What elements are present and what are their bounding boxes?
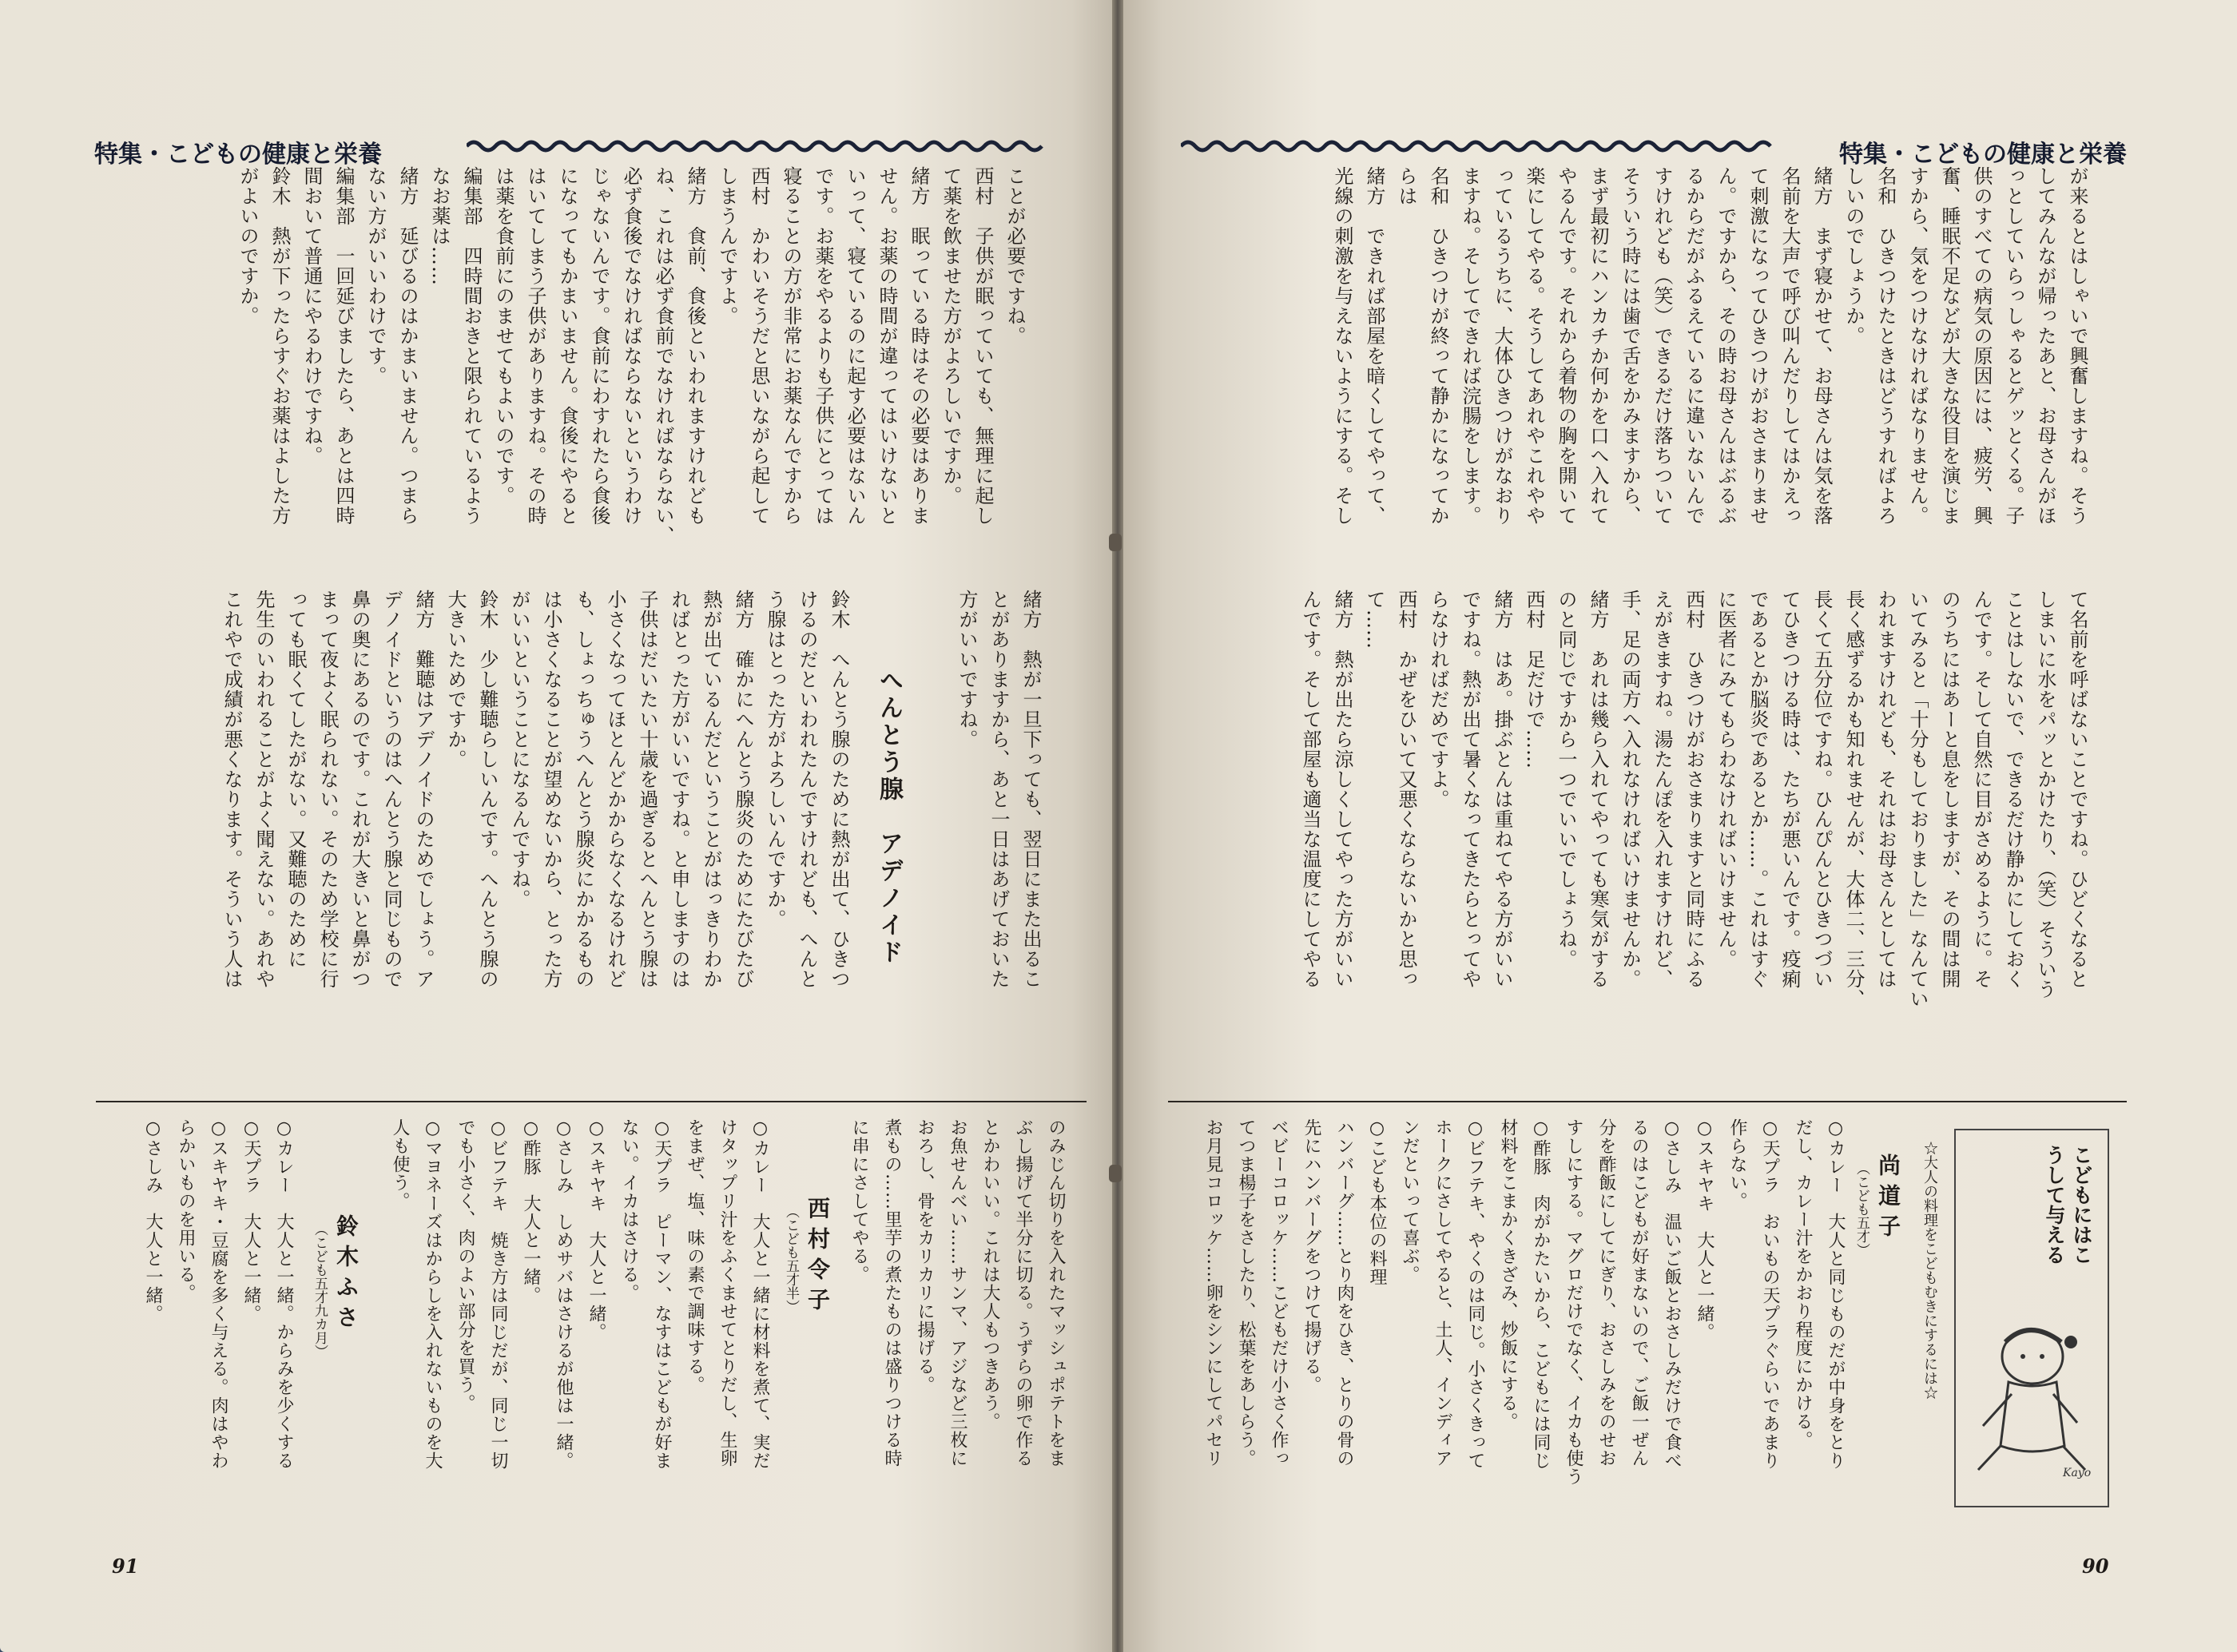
- dialogue-middle-right: て名前を呼ばないことですね。ひどくなると しまいに水をパッとかけたり、（笑）そういう ことはしないで、できるだけ静かにしておく んです。そして自然に目がさめるように。そ のうちにはあーと息をしますが、その間は開 いてみると「十分もしておりました」なんてい われますけれども、それはお母さんとしては 長く感ずるかも知れませんが、大体二、三分、 長くて五分位ですね。ひんぴんとひきつづい てひきつける時は、たちが悪いんです。疫痢 であるとか脳炎であるとか……。これはすぐ に医者にみてもらわなければいけません。 西村 ひきつけがおさまりますと同時にふる えがきますね。湯たんぽを入れますけれど、 手、足の両方へ入れなければいけませんか。 緒方 あれは幾ら入れてやっても寒気がする のと同じですから一つでいいでしょうね。 西村 足だけで…… 緒方 はあ。掛ぶとんは重ねてやる方がいい ですね。熱が出て暑くなってきたらとってや らなければだめですよ。 西村 かぜをひいて又悪くならないかと思っ て…… 緒方 熱が出たら涼しくしてやった方がいい んです。そして部屋も適当な温度にしてやる: [1299, 590, 2088, 1009]
- recipe-sidebar-subtitle: ☆大人の料理をこどもむきにするには☆: [1921, 1141, 1938, 1400]
- doll-illustration: [1959, 1310, 2103, 1494]
- recipes-nishimura: ○カレー 大人と一緒に材料を煮て、実だ けタップリ汁をふくませてとりだし、生卵 をまぜ、塩、味の素で調味する。 ○天プラ ピーマン、なすはこどもが好ま ない。イカはさける。 ○スキヤキ 大人と一緒。 ○さしみ しめサバはさけるが他は一緒。 ○酢豚 大人と一緒。 ○ビフテキ 焼き方は同じだが、同じ一切 でも小さく、肉のよい部分を買う。 ○マヨネーズはからしを入れないものを大 人も使う。: [390, 1118, 770, 1470]
- header-wave-rule: [1181, 134, 1772, 158]
- book-gutter: [1112, 0, 1123, 1652]
- recipes-suzuki: ○カレー 大人と一緒。からみを少くする ○天プラ 大人と一緒。 ○スキヤキ・豆腐を多く与える。肉はやわ らかいものを用いる。 ○さしみ 大人と一緒。: [143, 1118, 294, 1470]
- recipe-author-nishimura: [781, 1197, 833, 1318]
- section-divider-right: [1168, 1101, 2127, 1102]
- author-name: 西村令子: [805, 1197, 831, 1318]
- section-divider-left: [96, 1101, 1087, 1102]
- recipe-author-suzuki: [310, 1214, 362, 1358]
- author-child-age: （こども五才半）: [783, 1205, 799, 1313]
- author-child-age: （こども五才九カ月）: [312, 1222, 328, 1358]
- binding-staple: [1109, 1165, 1122, 1182]
- recipes-sho-continued: のみじん切りを入れたマッシュポテトをま ぶし揚げて半分に切る。うずらの卵で作る とかわいい。これは大人もつきあう。 お魚せんべい……サンマ、アジなど三枚に おろし、骨をカリカリに揚げる。 煮もの……里芋の煮たものは盛りつける時 に串にさしてやる。: [849, 1118, 1066, 1467]
- page-number-left: 91: [112, 1555, 139, 1578]
- recipe-sidebar-title: こどもにはこ うして与える: [2043, 1145, 2093, 1265]
- running-header-left: 特集・こどもの健康と栄養: [94, 141, 382, 169]
- dialogue-upper-right: が来るとはしゃいで興奮しますね。そう してみんなが帰ったあと、お母さんがほ っとしていらっしゃるとゲッとくる。子 供のすべての病気の原因には、疲労、興 奮、睡眠不足などが大きな役目を演じま すから、気をつけなければなりません。 名和 ひきつけたときはどうすればよろ しいのでしょうか。 緒方 まず寝かせて、お母さんは気を落 名前を大声で呼び叫んだりしてはかえっ て刺激になってひきつけがおさまりませ ん。ですから、その時お母さんはぶるぶ るからだがふるえているに違いないんで すけれども（笑）できるだけ落ちついて そういう時には歯で舌をかみますから、 まず最初にハンカチか何かを口へ入れて やるんです。それから着物の胸を開いて 楽にしてやる。そうしてあれやこれやや っているうちに、大体ひきつけがなおり ますね。そしてできれば浣腸をします。 名和 ひきつけが終って静かになってか らは 緒方 できれば部屋を暗くしてやって、 光線の刺激を与えないようにする。そし: [1331, 166, 2088, 526]
- svg-text:Kayo: Kayo: [2063, 1467, 2092, 1479]
- recipe-author-sho: [1852, 1154, 1904, 1257]
- running-header-right: 特集・こどもの健康と栄養: [1839, 141, 2127, 169]
- dialogue-middle-left-intro: 緒方 熱が一旦下っても、翌日にまた出るこ とがありますから、あと一日はあげておいた 方がいいですね。: [956, 590, 1042, 989]
- dialogue-middle-left: 鈴木 へんとう腺のために熱が出て、ひきつ けるのだといわれたんですけれども、へんと う腺はとった方がよろしいんですか。 緒方 確かにへんとう腺炎のためにたびたび 熱が出ているんだということがはっきりわか ればとった方がいいですね。と申しますのは 子供はだいたい十歳を過ぎるとへんとう腺は 小さくなってほとんどかからなくなるけれど も、しょっちゅうへんとう腺炎にかかるもの は小さくなることが望めないから、とった方 がいいということになるんですね。 鈴木 少し難聴らしいんです。へんとう腺の 大きいためですか。 緒方 難聴はアデノイドのためでしょう。ア デノイドというのはへんとう腺と同じもので 鼻の奥にあるのです。これが大きいと鼻がつ まって夜よく眠られない。そのため学校に行 っても眠くてしたがない。又難聴のために 先生のいわれることがよく聞えない。あれや これやで成績が悪くなります。そういう人は: [221, 590, 850, 989]
- recipes-sho: ○カレー 大人と同じものだが中身をとり だし、カレー汁をかおり程度にかける。 ○天プラ おいもの天プラぐらいであまり 作らない。 ○スキヤキ 大人と一緒。 ○さしみ 温いご飯とおさしみだけで食べ るのはこどもが好まないので、ご飯一ぜん 分を酢飯にしてにぎり、おさしみをのせお すしにする。マグロだけでなく、イカも使う ○酢豚 肉がかたいから、こどもには同じ 材料をこまかくきざみ、炒飯にする。 ○ビフテキ、やくのは同じ。小さくきって ホークにさしてやると、土人、インディア ンだといって喜ぶ。 ○こども本位の料理 ハンバーグ……とり肉をひき、とりの骨の 先にハンバーグをつけて揚げる。 ベビーコロッケ……こどもだけ小さく作っ てつま楊子をさしたり、松葉をあしらう。 お月見コロッケ……卵をシンにしてパセリ: [1203, 1118, 1846, 1486]
- author-name: 尚道子: [1875, 1154, 1901, 1245]
- binding-staple: [1109, 534, 1122, 551]
- author-child-age: （こども五才）: [1854, 1162, 1869, 1257]
- page-number-right: 90: [2082, 1555, 2109, 1578]
- dialogue-upper-left: ことが必要ですね。 西村 子供が眠っていても、無理に起し て薬を飲ませた方がよろしいですか。 緒方 眠っている時はその必要はありま せん。お薬の時間が違ってはいけないと いって、寝ているのに起す必要はないん です。お薬をやるよりも子供にとっては 寝ることの方が非常にお薬なんですから 西村 かわいそうだと思いながら起して しまうんですよ。 緒方 食前、食後といわれますけれども ね、これは必ず食前でなければならない、 必ず食後でなければならないというわけ じゃないんです。食前にわすれたら食後 になってもかまいません。食後にやると はいてしまう子供がありますね。その時 は薬を食前にのませてもよいのです。 編集部 四時間おきと限られているよう なお薬は…… 緒方 延びるのはかまいません。つまら ない方がいいわけです。 編集部 一回延びましたら、あとは四時 間おいて普通にやるわけですね。 鈴木 熱が下ったらすぐお薬はよした方 がよいのですか。: [236, 166, 1026, 546]
- author-name: 鈴木ふさ: [333, 1214, 360, 1336]
- section-heading-tonsils: へんとう腺 アデノイド: [875, 668, 903, 967]
- header-wave-rule: [467, 134, 1043, 158]
